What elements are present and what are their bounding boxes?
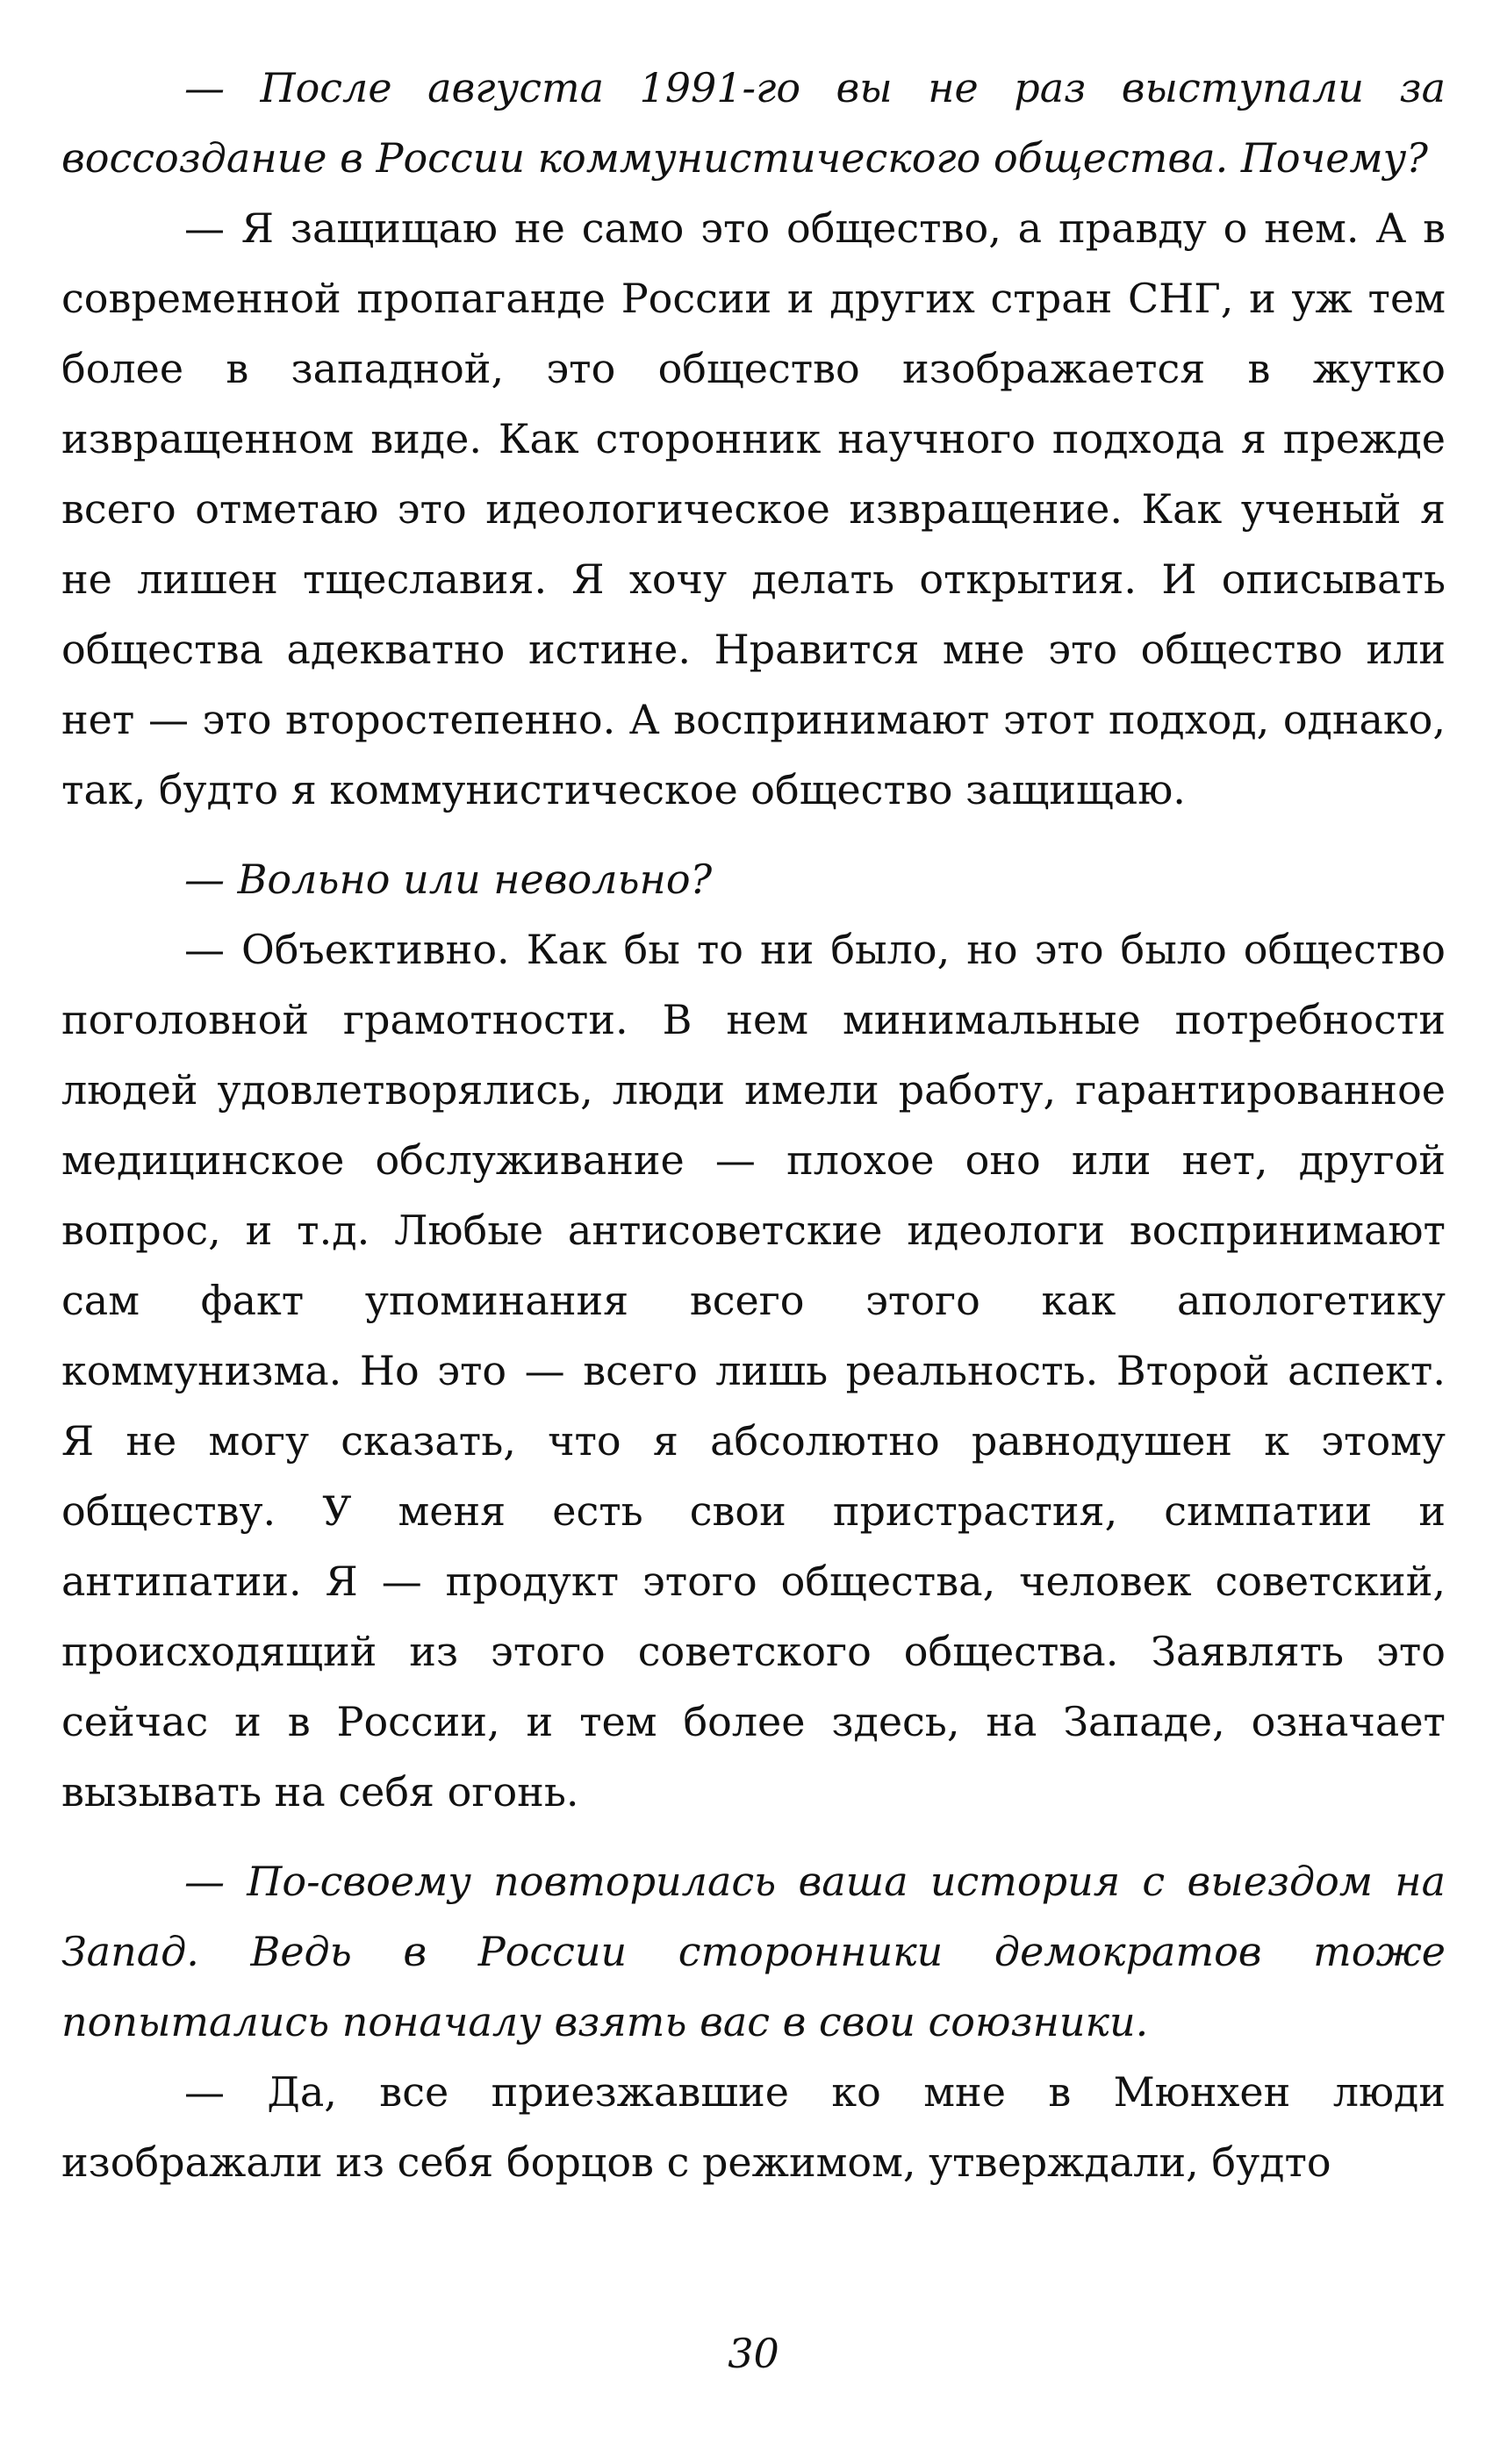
page-number: 30 [728, 2330, 779, 2377]
book-page [61, 53, 1446, 2464]
question-paragraph: — После августа 1991-го вы не раз выступали за воссоздание в России коммунистического общества. Почему? [61, 64, 1446, 182]
answer-paragraph: — Объективно. Как бы то ни было, но это было общество поголовной грамотности. В нем минимальные потребности людей удовлетворялись, люди имели работу, гарантированное медицинское обслуживание — плохое оно или нет, другой вопрос, и т.д. Любые антисоветские идеологи воспринимают сам факт упоминания всего этого как апологетику коммунизма. Но это — всего лишь реальность. Второй аспект. Я не могу сказать, что я абсолютно равнодушен к этому обществу. У меня есть свои пристрастия, симпатии и антипатии. Я — продукт этого общества, человек советский, происходящий из этого советского общества. Заявлять это сейчас и в России, и тем более здесь, на Западе, означает вызывать на себя огонь. [61, 926, 1446, 1816]
question-paragraph: — Вольно или невольно? [184, 856, 713, 903]
answer-paragraph: — Я защищаю не само это общество, а правду о нем. А в современной пропаганде России и других стран СНГ, и уж тем более в западной, это общество изображается в жутко извращенном виде. Как сторонник научного подхода я прежде всего отметаю это идеологическое извращение. Как ученый я не лишен тщеславия. Я хочу делать открытия. И описывать общества адекватно истине. Нравится мне это общество или нет — это второстепенно. А воспринимают этот подход, однако, так, будто я коммунистическое общество защищаю. [61, 204, 1446, 813]
answer-paragraph: — Да, все приезжавшие ко мне в Мюнхен люди изображали из себя борцов с режимом, утверждали, будто [61, 2068, 1446, 2186]
question-paragraph: — По-своему повторилась ваша история с выездом на Запад. Ведь в России сторонники демократов тоже попытались поначалу взять вас в свои союзники. [61, 1858, 1446, 2045]
